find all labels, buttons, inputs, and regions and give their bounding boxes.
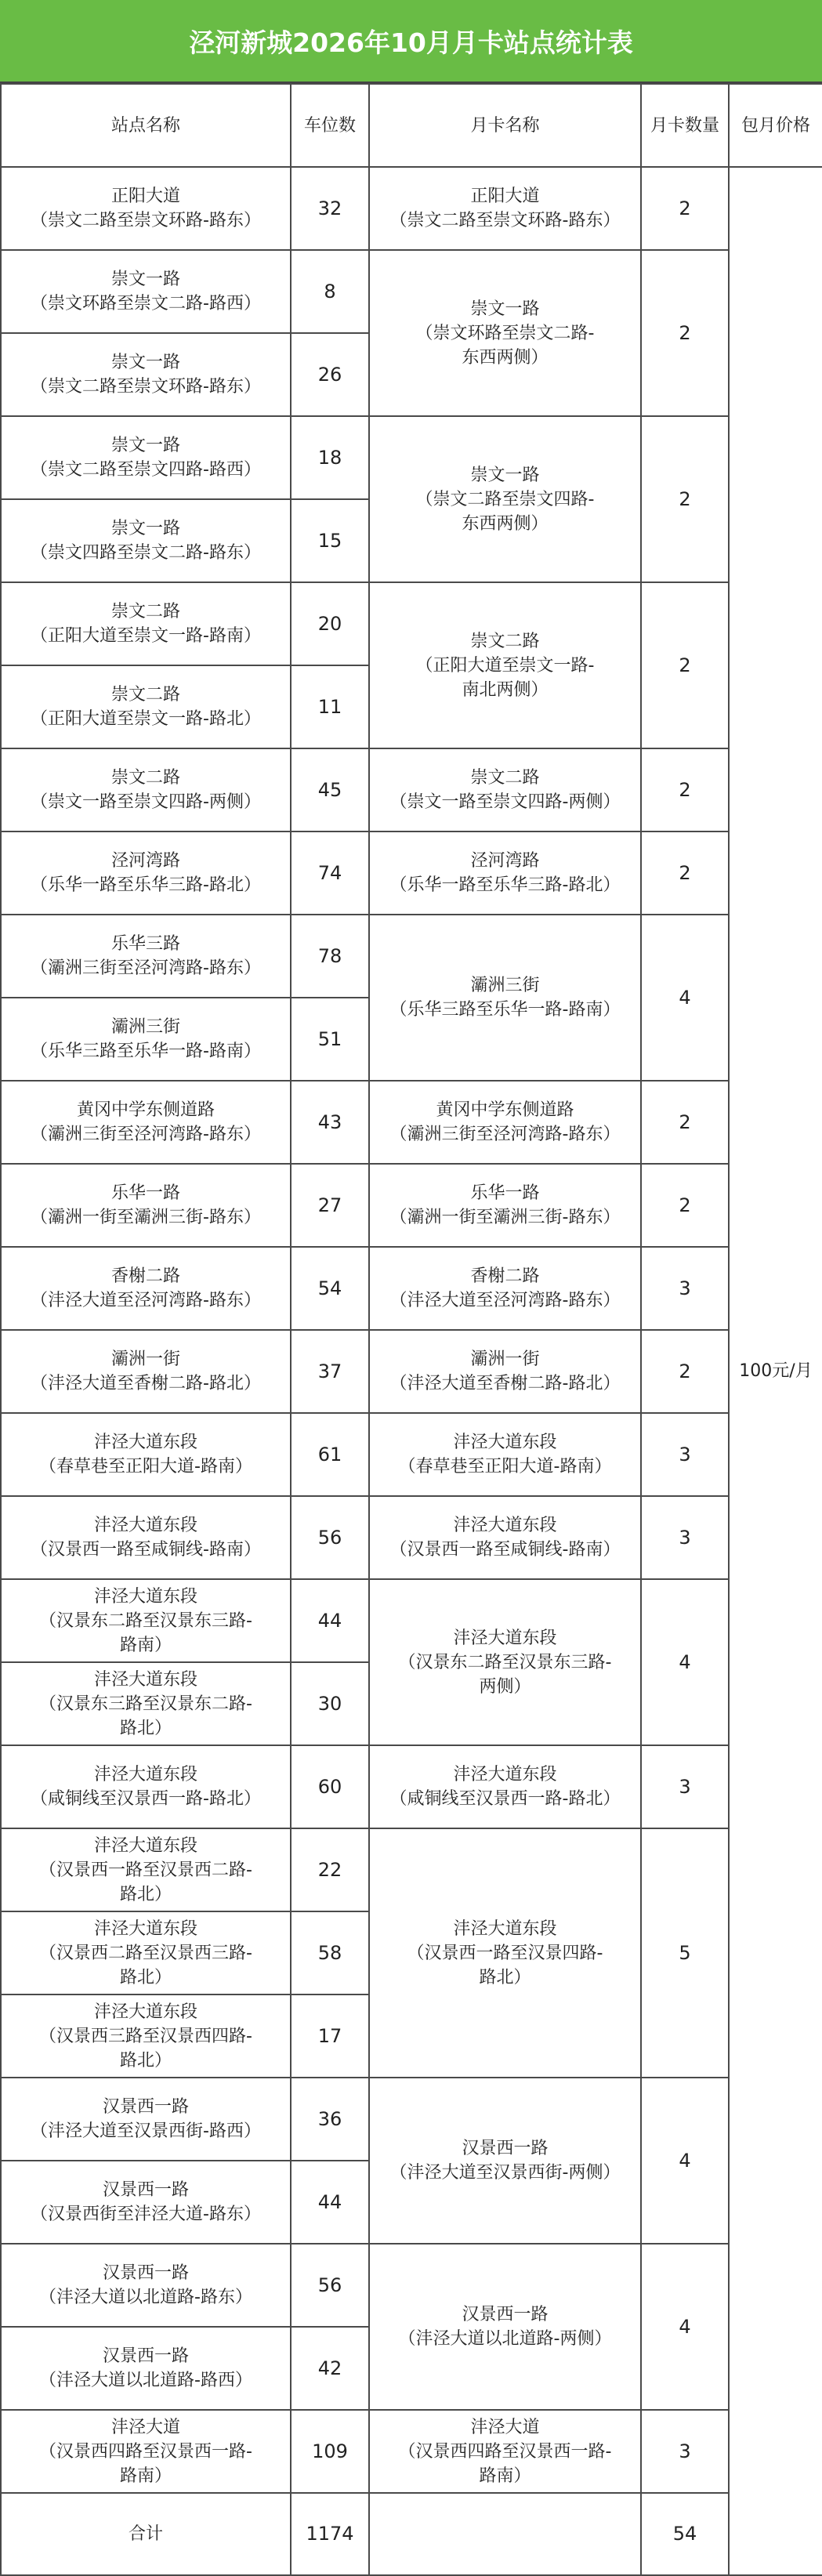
station-name-cell: 正阳大道 （崇文二路至崇文环路-路东） xyxy=(1,167,291,250)
station-name-cell: 汉景西一路 （汉景西街至沣泾大道-路东） xyxy=(1,2161,291,2244)
space-count-cell: 11 xyxy=(291,665,369,748)
station-name-cell: 黄冈中学东侧道路 （灞洲三街至泾河湾路-路东） xyxy=(1,1081,291,1164)
card-name-cell: 黄冈中学东侧道路 （灞洲三街至泾河湾路-路东） xyxy=(369,1081,641,1164)
space-count-cell: 45 xyxy=(291,748,369,831)
header-card-name: 月卡名称 xyxy=(369,84,641,167)
card-count-cell: 3 xyxy=(641,2410,729,2493)
card-name-cell: 沣泾大道 （汉景西四路至汉景西一路- 路南） xyxy=(369,2410,641,2493)
station-table xyxy=(0,83,822,2576)
card-name-cell: 泾河湾路 （乐华一路至乐华三路-路北） xyxy=(369,831,641,915)
card-name-cell: 崇文一路 （崇文二路至崇文四路- 东西两侧） xyxy=(369,416,641,582)
header-card-count: 月卡数量 xyxy=(641,84,729,167)
card-count-cell: 5 xyxy=(641,1828,729,2078)
card-name-cell: 崇文一路 （崇文环路至崇文二路- 东西两侧） xyxy=(369,250,641,416)
station-name-cell: 沣泾大道东段 （汉景西三路至汉景西四路- 路北） xyxy=(1,1994,291,2078)
table-row xyxy=(1,416,822,499)
station-name-cell: 汉景西一路 （沣泾大道以北道路-路西） xyxy=(1,2327,291,2410)
total-empty-cell xyxy=(369,2493,641,2575)
space-count-cell: 74 xyxy=(291,831,369,915)
card-count-cell: 2 xyxy=(641,748,729,831)
header-space-count: 车位数 xyxy=(291,84,369,167)
station-name-cell: 沣泾大道东段 （汉景西二路至汉景西三路- 路北） xyxy=(1,1911,291,1994)
card-name-cell: 灞洲一街 （沣泾大道至香榭二路-路北） xyxy=(369,1330,641,1413)
monthly-price-cell: 100元/月 xyxy=(729,167,822,2575)
space-count-cell: 43 xyxy=(291,1081,369,1164)
card-name-cell: 沣泾大道东段 （汉景西一路至咸铜线-路南） xyxy=(369,1496,641,1579)
card-name-cell: 沣泾大道东段 （汉景东二路至汉景东三路- 两侧） xyxy=(369,1579,641,1745)
station-name-cell: 崇文一路 （崇文环路至崇文二路-路西） xyxy=(1,250,291,333)
station-name-cell: 汉景西一路 （沣泾大道至汉景西街-路西） xyxy=(1,2078,291,2161)
space-count-cell: 44 xyxy=(291,1579,369,1662)
station-name-cell: 灞洲三街 （乐华三路至乐华一路-路南） xyxy=(1,998,291,1081)
total-spaces-cell: 1174 xyxy=(291,2493,369,2575)
table-row xyxy=(1,2410,822,2493)
space-count-cell: 58 xyxy=(291,1911,369,1994)
table-row xyxy=(1,2078,822,2161)
card-name-cell: 沣泾大道东段 （咸铜线至汉景西一路-路北） xyxy=(369,1745,641,1828)
station-name-cell: 乐华三路 （灞洲三街至泾河湾路-路东） xyxy=(1,915,291,998)
card-name-cell: 香榭二路 （沣泾大道至泾河湾路-路东） xyxy=(369,1247,641,1330)
card-count-cell: 4 xyxy=(641,2244,729,2410)
table-row xyxy=(1,582,822,665)
table-body xyxy=(1,167,822,2575)
space-count-cell: 42 xyxy=(291,2327,369,2410)
table-row xyxy=(1,1164,822,1247)
space-count-cell: 56 xyxy=(291,2244,369,2327)
station-name-cell: 沣泾大道东段 （春草巷至正阳大道-路南） xyxy=(1,1413,291,1496)
card-count-cell: 3 xyxy=(641,1247,729,1330)
card-count-cell: 2 xyxy=(641,582,729,748)
table-title: 泾河新城2026年10月月卡站点统计表 xyxy=(0,0,822,83)
card-count-cell: 2 xyxy=(641,167,729,250)
table-row xyxy=(1,1496,822,1579)
space-count-cell: 26 xyxy=(291,333,369,416)
space-count-cell: 54 xyxy=(291,1247,369,1330)
card-name-cell: 沣泾大道东段 （春草巷至正阳大道-路南） xyxy=(369,1413,641,1496)
card-name-cell: 乐华一路 （灞洲一街至灞洲三街-路东） xyxy=(369,1164,641,1247)
station-name-cell: 崇文一路 （崇文二路至崇文环路-路东） xyxy=(1,333,291,416)
station-name-cell: 崇文一路 （崇文二路至崇文四路-路西） xyxy=(1,416,291,499)
table-row xyxy=(1,1413,822,1496)
card-count-cell: 3 xyxy=(641,1413,729,1496)
station-name-cell: 汉景西一路 （沣泾大道以北道路-路东） xyxy=(1,2244,291,2327)
table-row xyxy=(1,250,822,333)
space-count-cell: 109 xyxy=(291,2410,369,2493)
card-name-cell: 灞洲三街 （乐华三路至乐华一路-路南） xyxy=(369,915,641,1081)
station-name-cell: 崇文二路 （正阳大道至崇文一路-路北） xyxy=(1,665,291,748)
table-row xyxy=(1,748,822,831)
table-row xyxy=(1,831,822,915)
card-name-cell: 崇文二路 （崇文一路至崇文四路-两侧） xyxy=(369,748,641,831)
card-count-cell: 2 xyxy=(641,831,729,915)
space-count-cell: 56 xyxy=(291,1496,369,1579)
space-count-cell: 60 xyxy=(291,1745,369,1828)
station-name-cell: 崇文二路 （崇文一路至崇文四路-两侧） xyxy=(1,748,291,831)
space-count-cell: 36 xyxy=(291,2078,369,2161)
table-row xyxy=(1,1579,822,1662)
card-count-cell: 3 xyxy=(641,1496,729,1579)
space-count-cell: 78 xyxy=(291,915,369,998)
table-row xyxy=(1,2244,822,2327)
station-name-cell: 沣泾大道东段 （汉景西一路至汉景西二路- 路北） xyxy=(1,1828,291,1911)
card-name-cell: 崇文二路 （正阳大道至崇文一路- 南北两侧） xyxy=(369,582,641,748)
card-count-cell: 2 xyxy=(641,250,729,416)
table-row xyxy=(1,1745,822,1828)
station-name-cell: 泾河湾路 （乐华一路至乐华三路-路北） xyxy=(1,831,291,915)
card-count-cell: 4 xyxy=(641,915,729,1081)
card-name-cell: 汉景西一路 （沣泾大道以北道路-两侧） xyxy=(369,2244,641,2410)
total-cards-cell: 54 xyxy=(641,2493,729,2575)
card-count-cell: 2 xyxy=(641,1081,729,1164)
card-count-cell: 3 xyxy=(641,1745,729,1828)
table-row xyxy=(1,915,822,998)
card-count-cell: 4 xyxy=(641,1579,729,1745)
card-count-cell: 2 xyxy=(641,1164,729,1247)
space-count-cell: 30 xyxy=(291,1662,369,1745)
space-count-cell: 17 xyxy=(291,1994,369,2078)
table-row xyxy=(1,1828,822,1911)
header-station-name: 站点名称 xyxy=(1,84,291,167)
space-count-cell: 37 xyxy=(291,1330,369,1413)
header-row xyxy=(1,84,822,167)
space-count-cell: 51 xyxy=(291,998,369,1081)
card-count-cell: 2 xyxy=(641,1330,729,1413)
station-name-cell: 沣泾大道东段 （汉景东二路至汉景东三路- 路南） xyxy=(1,1579,291,1662)
space-count-cell: 44 xyxy=(291,2161,369,2244)
space-count-cell: 61 xyxy=(291,1413,369,1496)
station-name-cell: 崇文二路 （正阳大道至崇文一路-路南） xyxy=(1,582,291,665)
card-count-cell: 4 xyxy=(641,2078,729,2244)
station-name-cell: 乐华一路 （灞洲一街至灞洲三街-路东） xyxy=(1,1164,291,1247)
station-name-cell: 灞洲一街 （沣泾大道至香榭二路-路北） xyxy=(1,1330,291,1413)
space-count-cell: 15 xyxy=(291,499,369,582)
header-monthly-price: 包月价格 xyxy=(729,84,822,167)
space-count-cell: 27 xyxy=(291,1164,369,1247)
table-row xyxy=(1,1081,822,1164)
space-count-cell: 22 xyxy=(291,1828,369,1911)
station-name-cell: 沣泾大道东段 （咸铜线至汉景西一路-路北） xyxy=(1,1745,291,1828)
card-name-cell: 正阳大道 （崇文二路至崇文环路-路东） xyxy=(369,167,641,250)
total-label-cell: 合计 xyxy=(1,2493,291,2575)
station-name-cell: 沣泾大道东段 （汉景东三路至汉景东二路- 路北） xyxy=(1,1662,291,1745)
station-name-cell: 香榭二路 （沣泾大道至泾河湾路-路东） xyxy=(1,1247,291,1330)
card-name-cell: 汉景西一路 （沣泾大道至汉景西街-两侧） xyxy=(369,2078,641,2244)
total-row xyxy=(1,2493,822,2575)
space-count-cell: 18 xyxy=(291,416,369,499)
card-count-cell: 2 xyxy=(641,416,729,582)
table-row xyxy=(1,1247,822,1330)
station-name-cell: 崇文一路 （崇文四路至崇文二路-路东） xyxy=(1,499,291,582)
table-row xyxy=(1,167,822,250)
space-count-cell: 20 xyxy=(291,582,369,665)
table-row xyxy=(1,1330,822,1413)
space-count-cell: 32 xyxy=(291,167,369,250)
station-name-cell: 沣泾大道 （汉景西四路至汉景西一路- 路南） xyxy=(1,2410,291,2493)
space-count-cell: 8 xyxy=(291,250,369,333)
card-name-cell: 沣泾大道东段 （汉景西一路至汉景四路- 路北） xyxy=(369,1828,641,2078)
station-name-cell: 沣泾大道东段 （汉景西一路至咸铜线-路南） xyxy=(1,1496,291,1579)
